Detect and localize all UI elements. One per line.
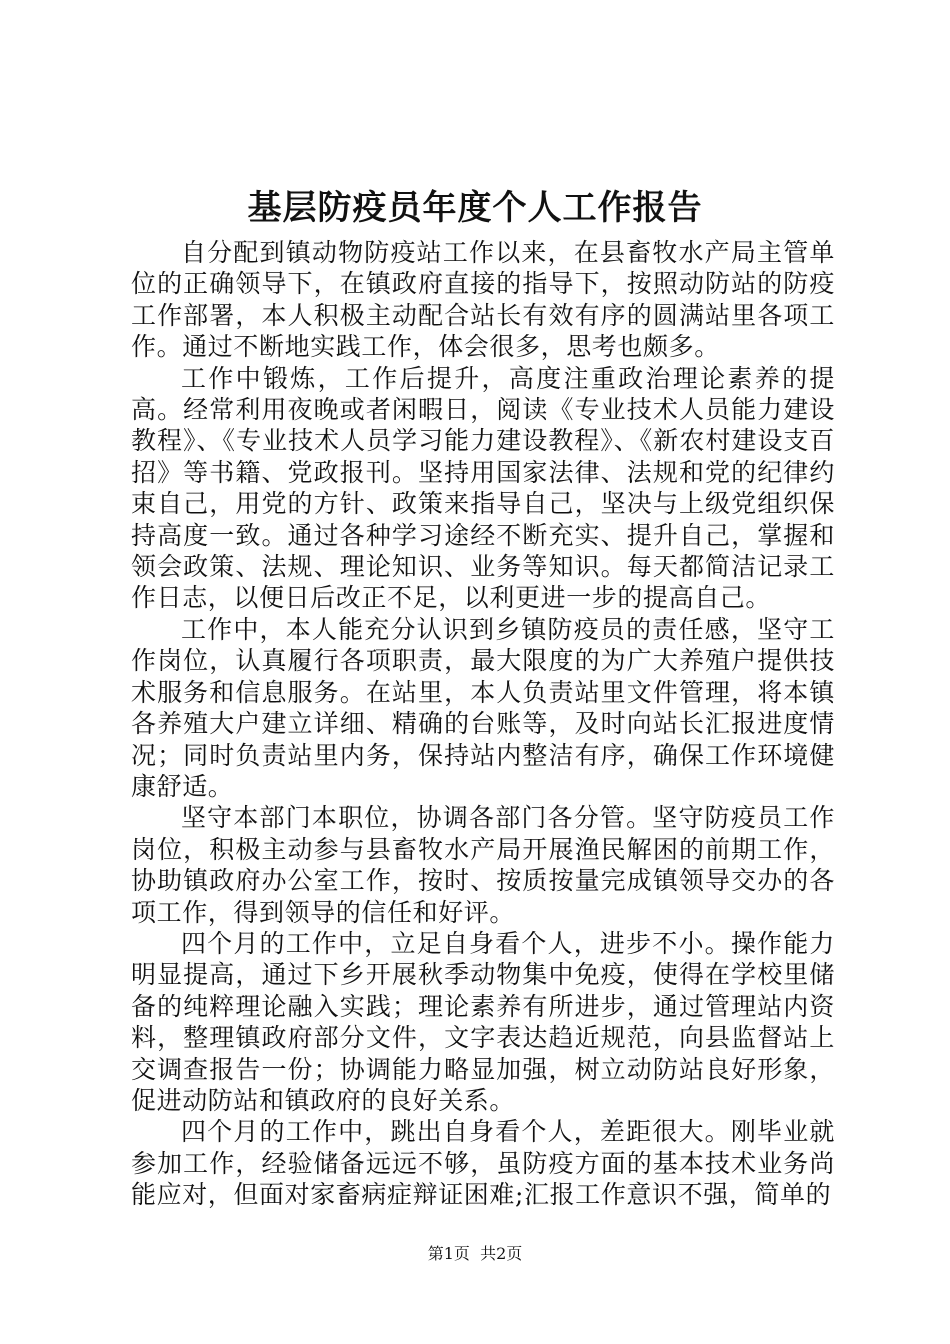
page-number: 第1页: [427, 1244, 470, 1263]
paragraph: 四个月的工作中，立足自身看个人，进步不小。操作能力明显提高，通过下乡开展秋季动物集中免疫，使得在学校里储备的纯粹理论融入实践；理论素养有所进步，通过管理站内资料，整理镇政府部分文件，文字表达趋近规范，向县监督站上交调查报告一份；协调能力略显加强，树立动防站良好形象，促进动防站和镇政府的良好关系。: [131, 928, 835, 1115]
paragraph: 工作中锻炼，工作后提升，高度注重政治理论素养的提高。经常利用夜晚或者闲暇日，阅读《专业技术人员能力建设教程》、《专业技术人员学习能力建设教程》、《新农村建设支百招》等书籍、党政报刊。坚持用国家法律、法规和党的纪律约束自己，用党的方针、政策来指导自己，坚决与上级党组织保持高度一致。通过各种学习途经不断充实、提升自己，掌握和领会政策、法规、理论知识、业务等知识。每天都简洁记录工作日志，以便日后改正不足，以利更进一步的提高自己。: [131, 363, 835, 613]
page-footer: [0, 1243, 950, 1265]
paragraph: 坚守本部门本职位，协调各部门各分管。坚守防疫员工作岗位，积极主动参与县畜牧水产局开展渔民解困的前期工作，协助镇政府办公室工作，按时、按质按量完成镇领导交办的各项工作，得到领导的信任和好评。: [131, 803, 835, 927]
document-body: [131, 237, 835, 1211]
document-title: 基层防疫员年度个人工作报告: [247, 188, 703, 228]
paragraph: 四个月的工作中，跳出自身看个人，差距很大。刚毕业就参加工作，经验储备远远不够，虽防疫方面的基本技术业务尚能应对，但面对家畜病症辩证困难;汇报工作意识不强，简单的: [131, 1117, 835, 1210]
paragraph: 自分配到镇动物防疫站工作以来，在县畜牧水产局主管单位的正确领导下，在镇政府直接的指导下，按照动防站的防疫工作部署，本人积极主动配合站长有效有序的圆满站里各项工作。通过不断地实践工作，体会很多，思考也颇多。: [131, 238, 835, 362]
page-total: 共2页: [480, 1244, 523, 1263]
paragraph: 工作中，本人能充分认识到乡镇防疫员的责任感，坚守工作岗位，认真履行各项职责，最大限度的为广大养殖户提供技术服务和信息服务。在站里，本人负责站里文件管理，将本镇各养殖大户建立详细、精确的台账等，及时向站长汇报进度情况；同时负责站里内务，保持站内整洁有序，确保工作环境健康舒适。: [131, 614, 835, 801]
